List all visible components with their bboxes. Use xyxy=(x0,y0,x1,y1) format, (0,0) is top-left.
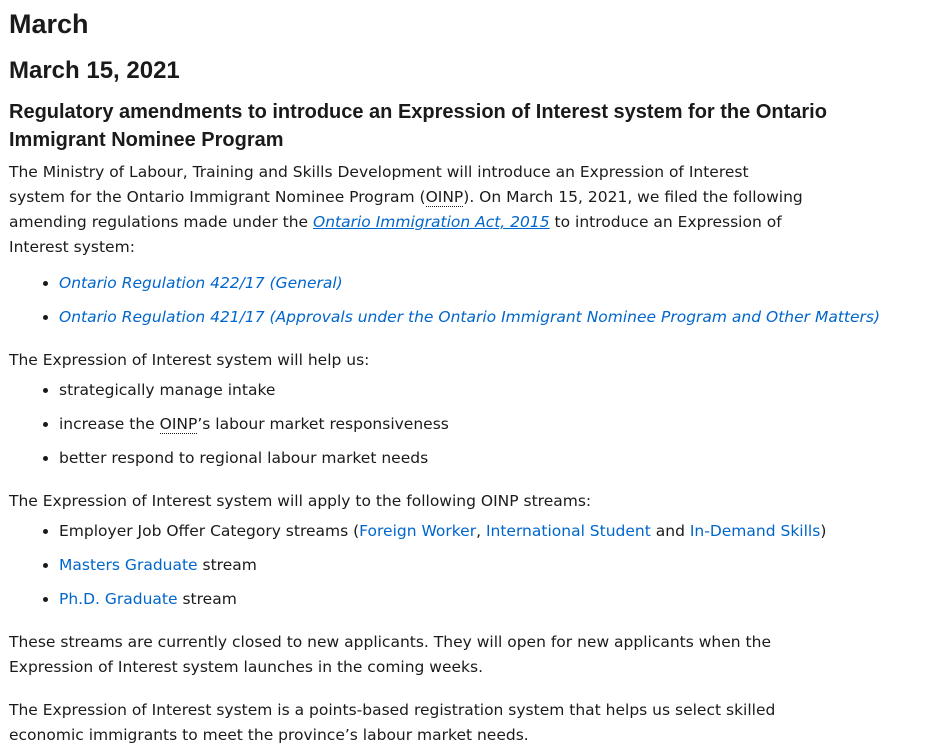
regulation-421-17-link[interactable]: Ontario Regulation 421/17 (Approvals under the Ontario Immigrant Nominee Program and Other Matters) xyxy=(59,308,881,326)
list-item xyxy=(59,582,928,616)
article-title: Regulatory amendments to introduce an Expression of Interest system for the Ontario Immigrant Nominee Program xyxy=(9,101,827,151)
list-item xyxy=(59,548,928,582)
closed-streams-paragraph: These streams are currently closed to new applicants. They will open for new applicants when the Expression of Interest system launches in the coming weeks. xyxy=(9,633,771,676)
points-system-paragraph: The Expression of Interest system is a points-based registration system that helps us select skilled economic immigrants to meet the province’s labour market needs. xyxy=(9,701,776,744)
date-heading: March 15, 2021 xyxy=(9,57,180,84)
ontario-immigration-act-link[interactable]: Ontario Immigration Act, 2015 xyxy=(313,213,550,231)
masters-graduate-link[interactable]: Masters Graduate xyxy=(59,556,198,574)
phd-graduate-link[interactable]: Ph.D. Graduate xyxy=(59,590,178,608)
international-student-link[interactable]: International Student xyxy=(485,522,651,540)
oinp-abbreviation[interactable]: OINP xyxy=(425,188,464,206)
stream-text: Employer Job Offer Category streams ( xyxy=(59,522,360,540)
help-item-text: increase the xyxy=(59,415,160,433)
streams-list xyxy=(9,514,928,616)
help-item-text: ’s labour market responsiveness xyxy=(197,415,449,433)
stream-text: ) xyxy=(820,522,827,540)
stream-text: stream xyxy=(197,556,257,574)
list-item: • strategically manage intake xyxy=(59,373,928,407)
list-item xyxy=(59,266,928,300)
list-item xyxy=(59,300,928,334)
regulations-list xyxy=(9,266,928,334)
foreign-worker-link[interactable]: Foreign Worker xyxy=(359,522,477,540)
intro-text-2: ). On March 15, 2021, we filed the following amending regulations made under the xyxy=(9,188,803,231)
list-item xyxy=(59,514,928,548)
help-intro: The Expression of Interest system will help us: xyxy=(9,351,370,369)
in-demand-skills-link[interactable]: In-Demand Skills xyxy=(689,522,821,540)
help-list xyxy=(9,373,928,475)
month-heading: March xyxy=(9,9,89,39)
stream-text: , xyxy=(476,522,486,540)
stream-text: and xyxy=(650,522,690,540)
intro-paragraph xyxy=(9,160,809,260)
list-item xyxy=(59,407,928,441)
intro-text-3: to introduce an Expression of Interest system: xyxy=(9,213,782,256)
regulation-422-17-link[interactable]: Ontario Regulation 422/17 (General) xyxy=(59,274,343,292)
intro-text-1: The Ministry of Labour, Training and Skills Development will introduce an Expression of Interest system for the Ontario Immigrant Nominee Program ( xyxy=(9,163,749,206)
streams-intro: The Expression of Interest system will apply to the following OINP streams: xyxy=(9,492,592,510)
list-item: • better respond to regional labour market needs xyxy=(59,441,928,475)
article xyxy=(0,8,937,748)
oinp-abbreviation[interactable]: OINP xyxy=(159,415,198,433)
stream-text: stream xyxy=(177,590,237,608)
